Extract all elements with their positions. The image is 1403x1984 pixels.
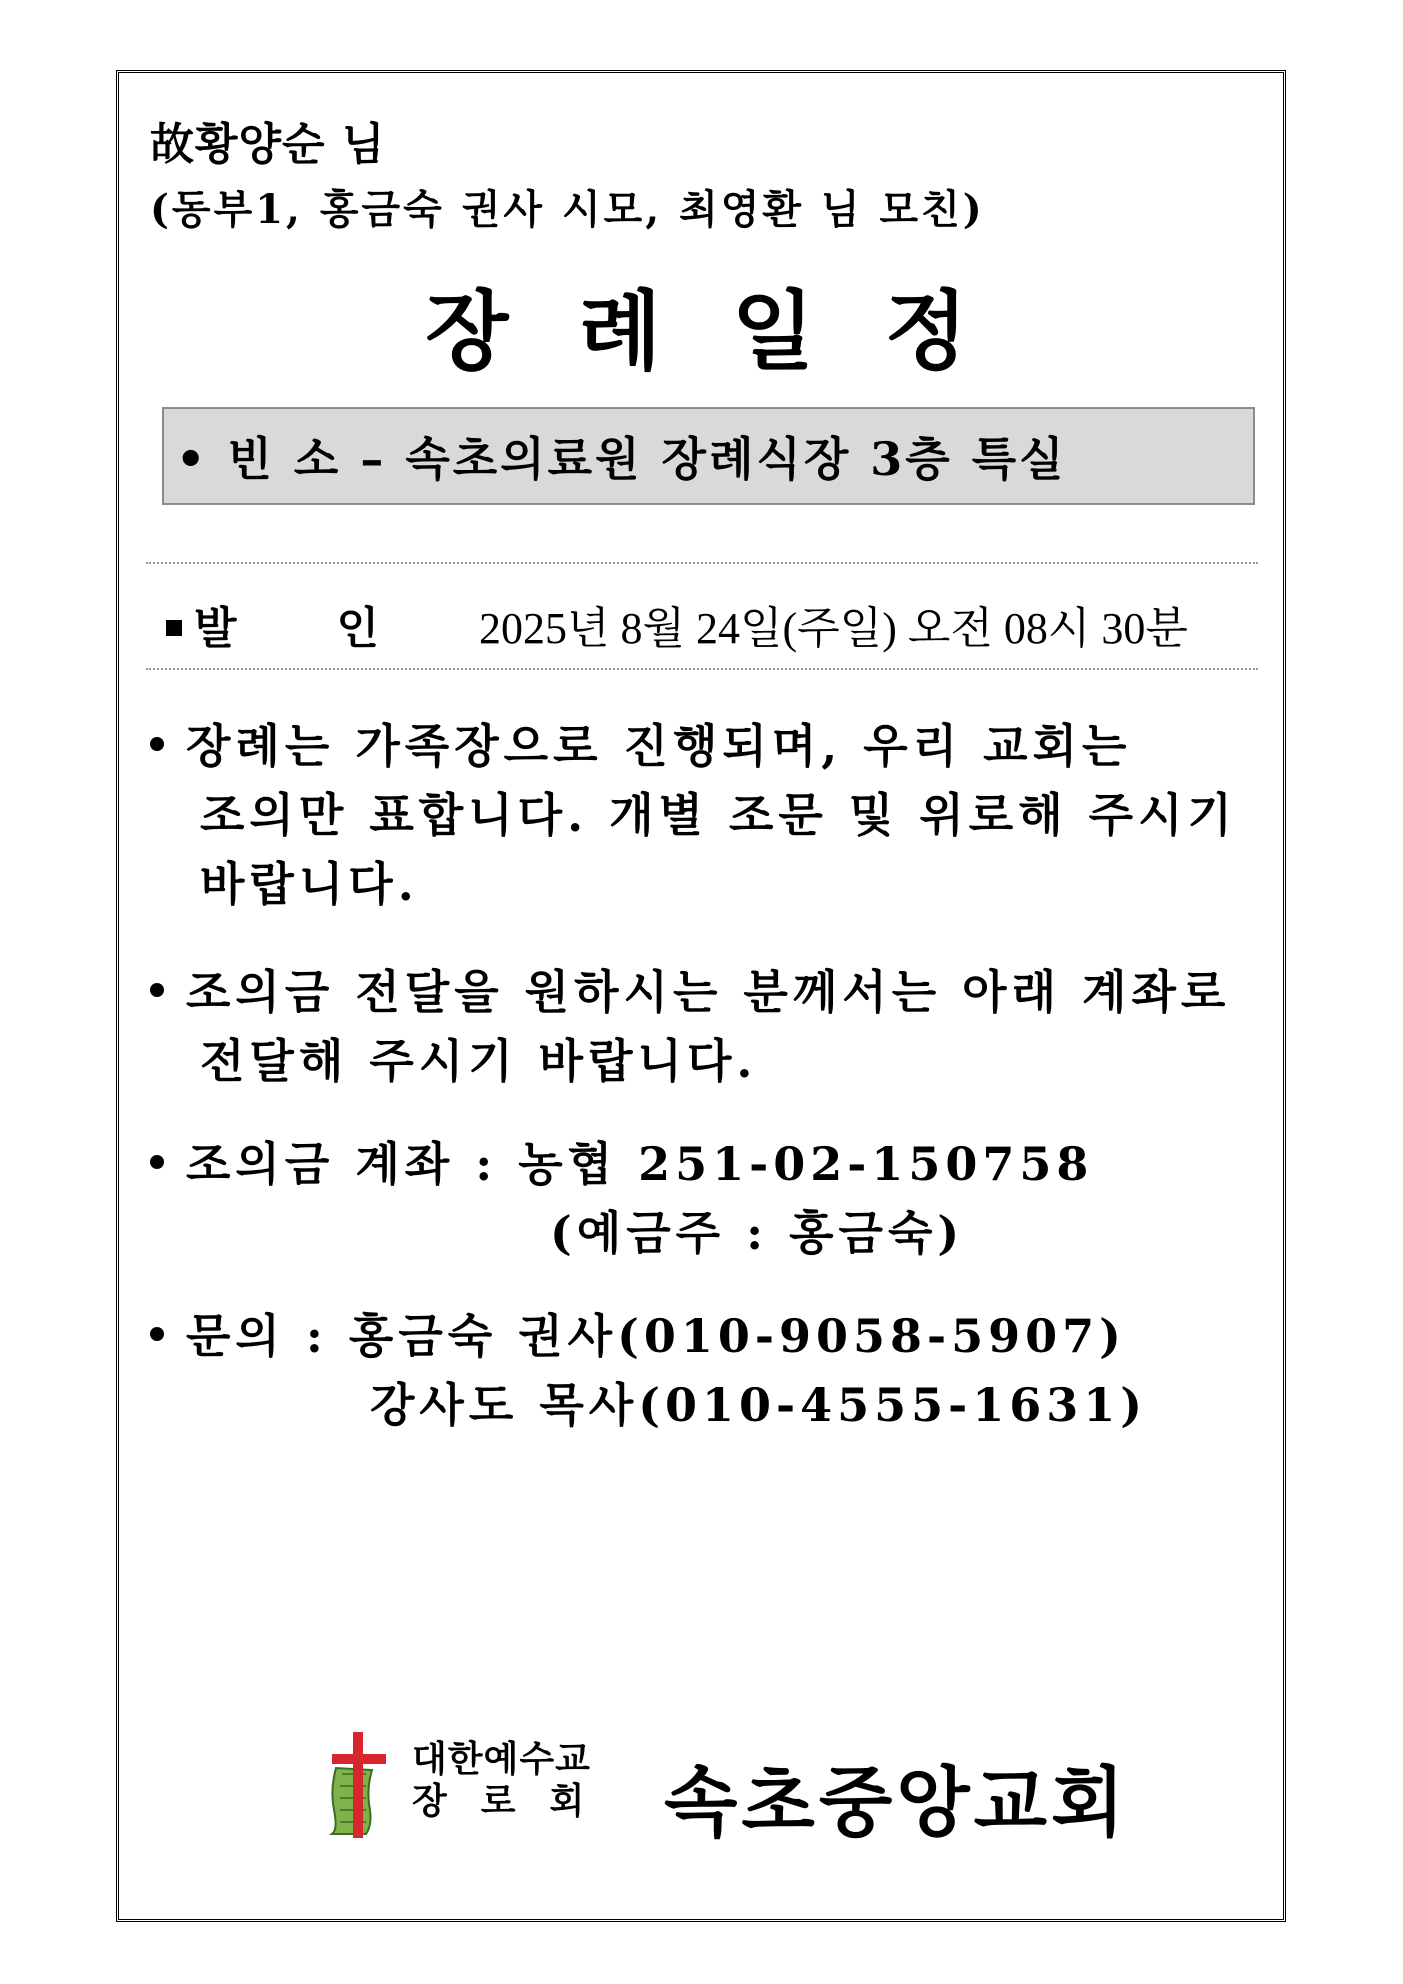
notice-line: 조의만 표합니다. 개별 조문 및 위로해 주시기	[200, 788, 1237, 842]
account-line: 조의금 계좌 : 농협 251-02-150758	[186, 1137, 1094, 1191]
church-footer	[326, 1730, 1129, 1847]
denomination-line1: 대한예수교	[412, 1738, 591, 1780]
square-bullet-icon	[166, 620, 182, 636]
notice-line: 바랍니다.	[200, 857, 419, 911]
contact-line: 강사도 목사(010-4555-1631)	[370, 1378, 1147, 1432]
cross-scroll-icon	[326, 1730, 392, 1840]
notice-contact	[150, 1302, 1147, 1440]
notice-donation	[150, 958, 1230, 1096]
departure-row	[166, 592, 1188, 656]
notice-line: 전달해 주시기 바랍니다.	[200, 1034, 758, 1088]
account-holder: (예금주 : 홍금숙)	[550, 1206, 965, 1260]
divider-top	[146, 562, 1258, 564]
departure-value: 2025년 8월 24일(주일) 오전 08시 30분	[479, 604, 1188, 653]
bullet-icon	[150, 983, 164, 997]
deceased-name: 故황양순 님	[150, 119, 386, 170]
notice-account	[150, 1130, 1093, 1268]
bullet-icon	[150, 737, 164, 751]
notice-funeral	[150, 712, 1237, 919]
page-title: 장례일정	[425, 281, 1038, 382]
bullet-icon	[150, 1155, 164, 1169]
divider-bottom	[146, 668, 1258, 670]
notice-line: 조의금 전달을 원하시는 분께서는 아래 계좌로	[186, 965, 1231, 1019]
family-relation: (동부1, 홍금숙 권사 시모, 최영환 님 모친)	[150, 186, 985, 233]
mortuary-text: • 빈 소 – 속초의료원 장례식장 3층 특실	[176, 432, 1067, 486]
notice-line: 장례는 가족장으로 진행되며, 우리 교회는	[186, 719, 1132, 773]
departure-label: 발인	[194, 603, 480, 654]
contact-line: 문의 : 홍금숙 권사(010-9058-5907)	[186, 1309, 1126, 1363]
denomination-line2: 장로회	[412, 1780, 619, 1822]
bullet-icon	[150, 1327, 164, 1341]
church-name: 속초중앙교회	[664, 1758, 1129, 1847]
denomination	[412, 1738, 618, 1822]
